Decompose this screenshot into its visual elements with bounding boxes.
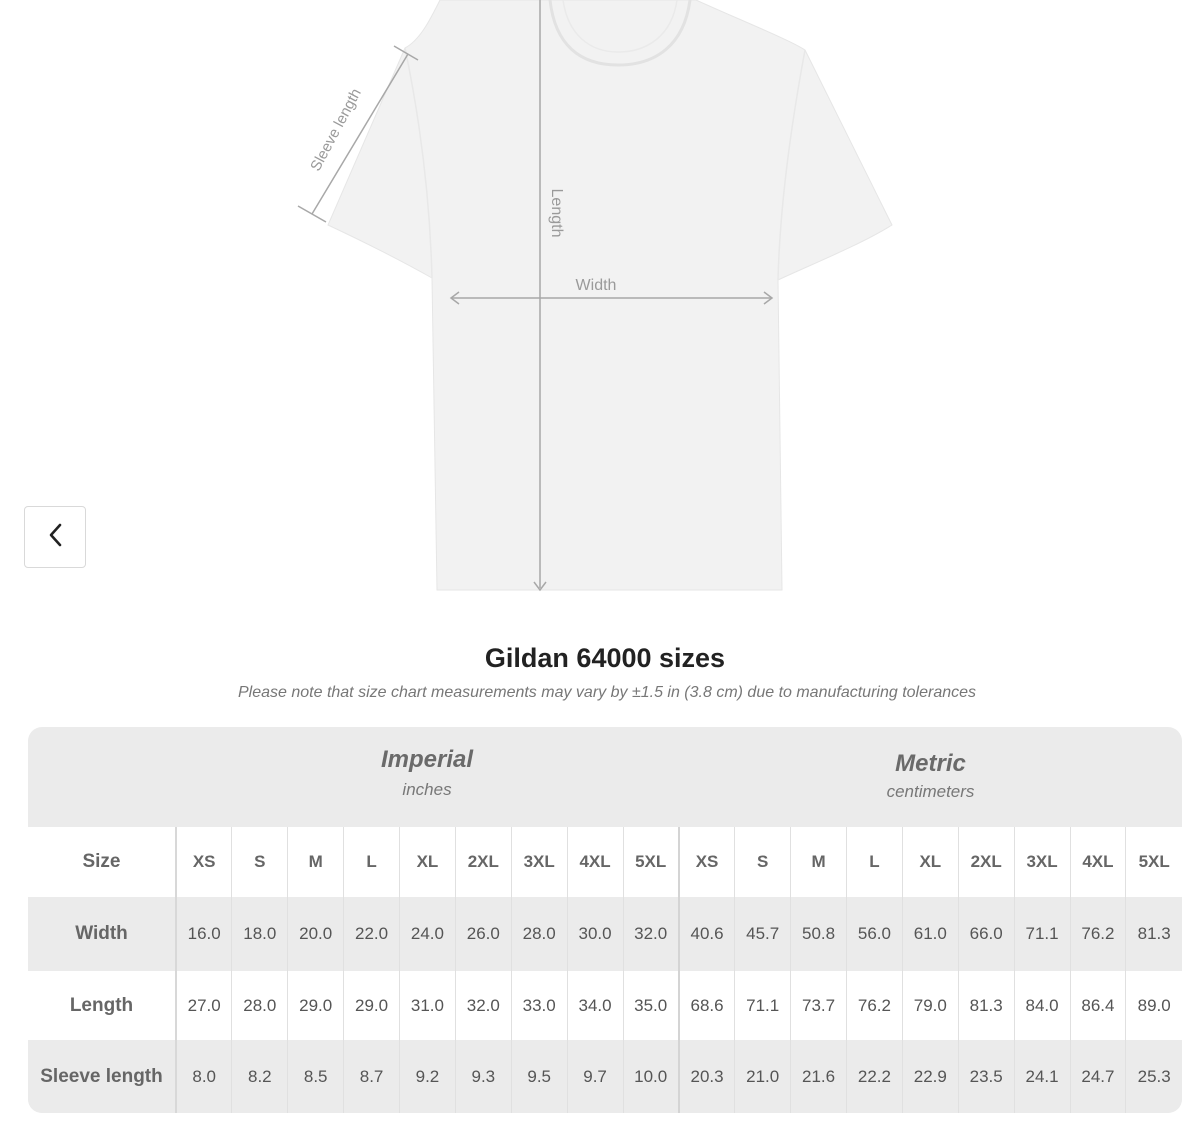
metric-value-cell: 79.0 [902,971,958,1040]
previous-image-button[interactable] [24,506,86,568]
imperial-value-cell: 33.0 [511,971,567,1040]
table-row [28,971,1182,1040]
metric-value-cell: 73.7 [791,971,847,1040]
metric-size-cell: XS [679,827,735,897]
imperial-value-cell: 8.7 [344,1040,400,1113]
chevron-left-icon [45,521,65,554]
imperial-size-cell: 3XL [511,827,567,897]
row-label: Sleeve length [28,1040,176,1113]
metric-size-cell: S [735,827,791,897]
metric-value-cell: 76.2 [1070,897,1126,971]
metric-value-cell: 21.6 [791,1040,847,1113]
imperial-value-cell: 18.0 [232,897,288,971]
metric-value-cell: 40.6 [679,897,735,971]
width-label: Width [575,277,617,294]
metric-size-cell: 5XL [1138,852,1170,871]
imperial-value-cell: 16.0 [176,897,232,971]
imperial-value-cell: 32.0 [455,971,511,1040]
metric-value-cell: 25.3 [1137,1066,1171,1086]
sleeve-length-label: Sleeve length [307,85,365,175]
imperial-value-cell: 20.0 [288,897,344,971]
imperial-value-cell: 8.2 [232,1040,288,1113]
imperial-size-cell: XS [176,827,232,897]
imperial-unit: inches [402,780,452,799]
metric-value-cell: 24.1 [1014,1040,1070,1113]
imperial-size-cell: M [288,827,344,897]
metric-value-cell: 68.6 [679,971,735,1040]
size-header-label: Size [28,827,176,897]
metric-value-cell: 89.0 [1137,995,1171,1015]
imperial-value-cell: 35.0 [623,971,679,1040]
imperial-value-cell: 28.0 [232,971,288,1040]
imperial-value-cell: 10.0 [623,1040,679,1113]
imperial-value-cell: 29.0 [288,971,344,1040]
metric-size-cell: 3XL [1014,827,1070,897]
imperial-value-cell: 32.0 [623,897,679,971]
metric-size-cell: 2XL [958,827,1014,897]
imperial-size-cell: 4XL [567,827,623,897]
metric-value-cell: 20.3 [679,1040,735,1113]
imperial-value-cell: 9.5 [511,1040,567,1113]
imperial-size-cell: 2XL [455,827,511,897]
imperial-value-cell: 8.5 [288,1040,344,1113]
metric-value-cell: 66.0 [958,897,1014,971]
imperial-value-cell: 24.0 [400,897,456,971]
metric-value-cell: 22.2 [847,1040,903,1113]
metric-value-cell: 50.8 [791,897,847,971]
row-label: Length [28,971,176,1040]
imperial-value-cell: 9.3 [455,1040,511,1113]
imperial-value-cell: 9.7 [567,1040,623,1113]
imperial-value-cell: 29.0 [344,971,400,1040]
imperial-value-cell: 34.0 [567,971,623,1040]
size-header-row [28,827,1182,897]
row-label: Width [28,897,176,971]
metric-value-cell: 21.0 [735,1040,791,1113]
metric-value-cell: 45.7 [735,897,791,971]
imperial-value-cell: 22.0 [344,897,400,971]
metric-value-cell: 81.3 [1137,924,1171,943]
imperial-size-cell: 5XL [623,827,679,897]
metric-value-cell: 61.0 [902,897,958,971]
metric-value-cell: 56.0 [847,897,903,971]
metric-value-cell: 22.9 [902,1040,958,1113]
metric-value-cell: 84.0 [1014,971,1070,1040]
size-chart-note: Please note that size chart measurements may vary by ±1.5 in (3.8 cm) due to manufacturing tolerances [237,684,977,701]
table-row [28,897,1182,971]
metric-value-cell: 76.2 [847,971,903,1040]
imperial-value-cell: 28.0 [511,897,567,971]
metric-unit: centimeters [886,782,975,801]
imperial-size-cell: L [344,827,400,897]
imperial-value-cell: 26.0 [455,897,511,971]
metric-size-cell: XL [902,827,958,897]
metric-value-cell: 71.1 [735,971,791,1040]
metric-size-cell: 4XL [1070,827,1126,897]
metric-value-cell: 23.5 [958,1040,1014,1113]
size-table [28,827,1182,1113]
table-row [28,1040,1182,1113]
metric-value-cell: 71.1 [1014,897,1070,971]
metric-size-cell: L [847,827,903,897]
imperial-label: Imperial [380,746,474,773]
imperial-value-cell: 9.2 [400,1040,456,1113]
imperial-value-cell: 8.0 [176,1040,232,1113]
imperial-value-cell: 31.0 [400,971,456,1040]
metric-label: Metric [895,750,966,777]
imperial-value-cell: 30.0 [567,897,623,971]
metric-value-cell: 24.7 [1070,1040,1126,1113]
metric-value-cell: 86.4 [1070,971,1126,1040]
metric-size-cell: M [791,827,847,897]
size-chart-title: Gildan 64000 sizes [484,643,726,673]
size-table-container [28,727,1182,1113]
imperial-size-cell: S [232,827,288,897]
imperial-value-cell: 27.0 [176,971,232,1040]
imperial-size-cell: XL [400,827,456,897]
metric-value-cell: 81.3 [958,971,1014,1040]
length-label: Length [548,188,565,238]
